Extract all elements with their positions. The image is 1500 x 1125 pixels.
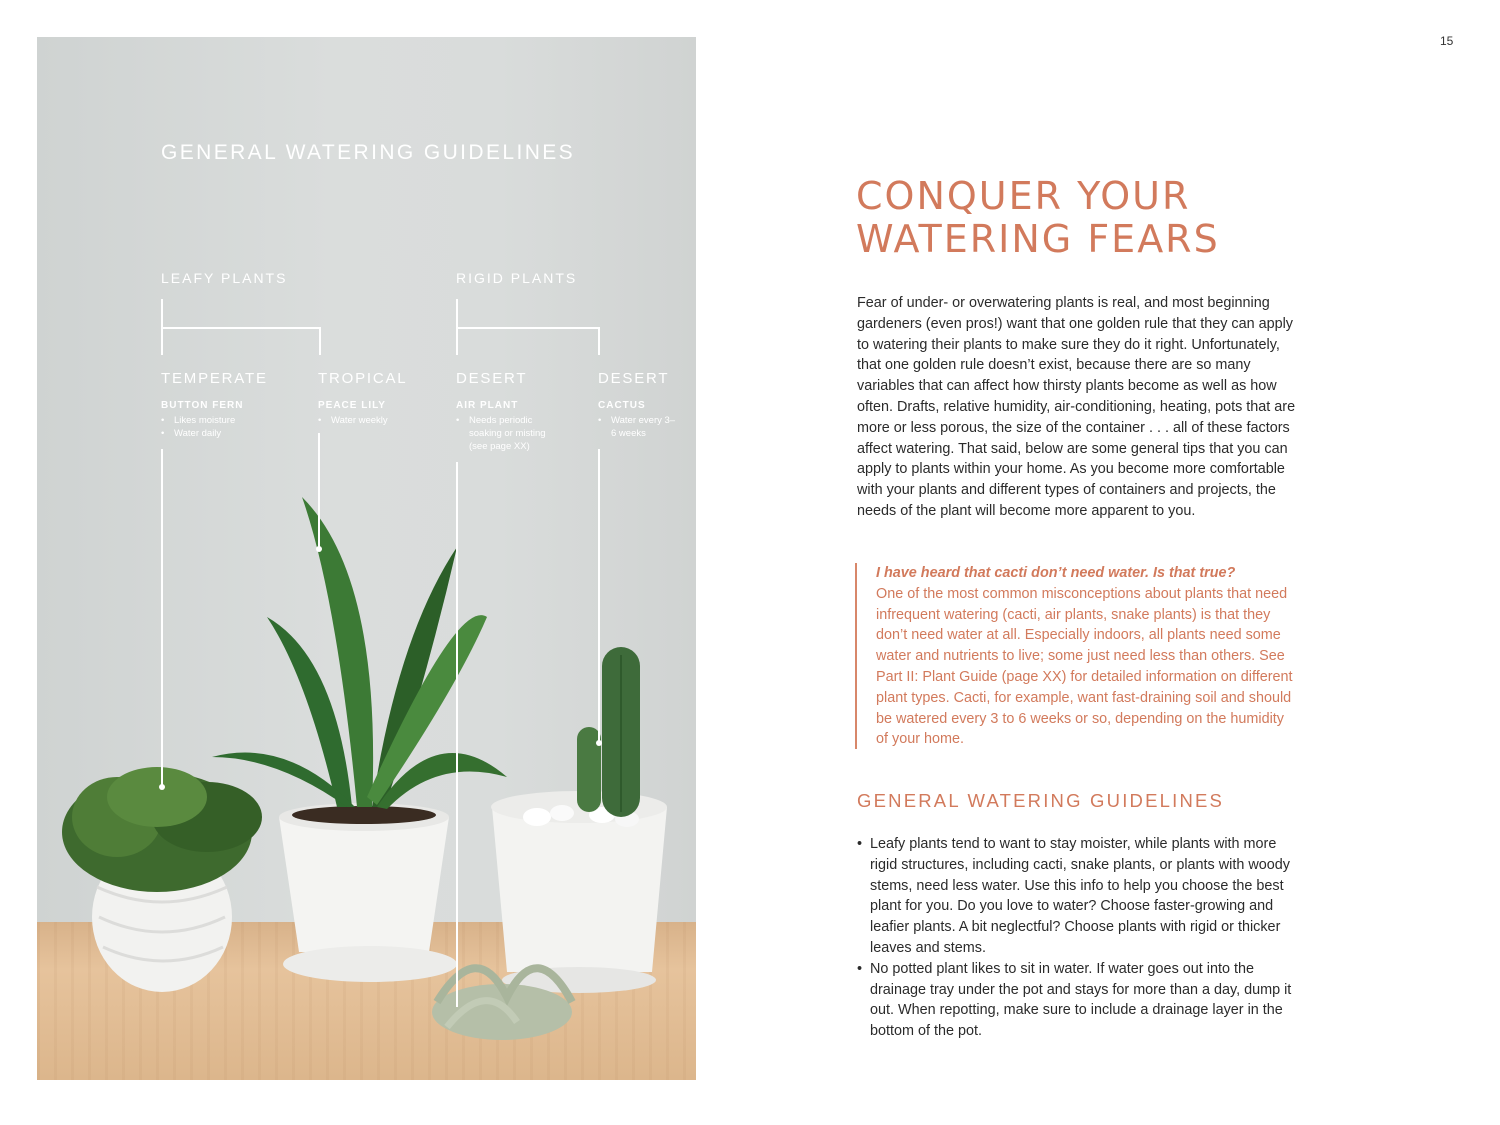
category-tropical: TROPICAL xyxy=(318,370,408,387)
pointer-line-air-plant xyxy=(456,462,458,1007)
tip-item: • Water every 3–6 weeks xyxy=(598,414,678,440)
tips-cactus xyxy=(598,414,678,440)
plant-cactus: CACTUS xyxy=(598,400,646,411)
pointer-line-cactus xyxy=(598,449,600,743)
guidelines-list xyxy=(857,834,1297,1042)
bracket-line-cactus xyxy=(598,327,600,355)
bracket-line-tropical xyxy=(319,327,321,355)
category-temperate: TEMPERATE xyxy=(161,370,268,387)
plant-photo-infographic xyxy=(37,37,696,1080)
plant-air-plant: AIR PLANT xyxy=(456,400,519,411)
pointer-dot-fern xyxy=(159,784,165,790)
pointer-dot-lily xyxy=(316,546,322,552)
article-heading: CONQUER YOUR WATERING FEARS xyxy=(856,174,1220,261)
tip-item: • Needs periodic soaking or misting (see page XX) xyxy=(456,414,566,453)
guidelines-subheading: GENERAL WATERING GUIDELINES xyxy=(857,790,1225,811)
plant-peace-lily: PEACE LILY xyxy=(318,400,386,411)
tip-item: • Water weekly xyxy=(318,414,433,427)
plant-button-fern: BUTTON FERN xyxy=(161,400,244,411)
category-desert-air-plant: DESERT xyxy=(456,370,528,387)
tips-peace-lily xyxy=(318,414,433,427)
pointer-line-lily xyxy=(318,433,320,549)
group-rigid-plants: RIGID PLANTS xyxy=(456,270,578,286)
tips-button-fern xyxy=(161,414,276,440)
callout-question: I have heard that cacti don’t need water. Is that true? xyxy=(876,565,1236,581)
tip-item: • Water daily xyxy=(161,427,276,440)
bracket-line-leafy-horizontal xyxy=(161,327,321,329)
faq-callout xyxy=(855,563,1295,749)
list-item: • Leafy plants tend to want to stay moister, while plants with more rigid structures, including cacti, snake plants, or plants with woody stems, need less water. Use this info to help you choose the best plant for you. Do you love to water? Choose faster-growing and leafier plants. A bit neglectful? Choose plants with rigid or thicker leaves and stems. xyxy=(857,834,1297,959)
list-item: • No potted plant likes to sit in water. If water goes out into the drainage tray under the pot and stays for more than a day, dump it out. When repotting, make sure to include a drainage layer in the bottom of the pot. xyxy=(857,959,1297,1042)
pointer-dot-cactus xyxy=(596,740,602,746)
bracket-line-rigid-horizontal xyxy=(456,327,600,329)
infographic-title: GENERAL WATERING GUIDELINES xyxy=(161,141,576,164)
pointer-line-fern xyxy=(161,449,163,787)
tips-air-plant xyxy=(456,414,566,453)
page-number: 15 xyxy=(1440,34,1454,48)
category-desert-cactus: DESERT xyxy=(598,370,670,387)
article-body: Fear of under- or overwatering plants is real, and most beginning gardeners (even pros!) want that one golden rule that they can apply to watering their plants to make sure they do it right. Unfortunately, that one golden rule doesn’t exist, because there are so many variables that can affect how thirsty plants become as well as how often. Drafts, relative humidity, air-conditioning, heating, pots that are more or less porous, the size of the container . . . all of these factors affect watering. That said, below are some general tips that you can apply to plants within your home. As you become more comfortable with your plants and different types of containers and projects, the needs of the plant will become more apparent to you. xyxy=(857,295,1296,519)
tip-item: • Likes moisture xyxy=(161,414,276,427)
callout-answer: One of the most common misconceptions about plants that need infrequent watering (cacti, air plants, snake plants) is that they don’t need water at all. Especially indoors, all plants need some water and nutrients to live; some just need less than others. See Part II: Plant Guide (page XX) for detailed information on different plant types. Cacti, for example, want fast-draining soil and should be watered every 3 to 6 weeks or so, depending on the humidity of your home. xyxy=(876,585,1293,748)
group-leafy-plants: LEAFY PLANTS xyxy=(161,270,288,286)
